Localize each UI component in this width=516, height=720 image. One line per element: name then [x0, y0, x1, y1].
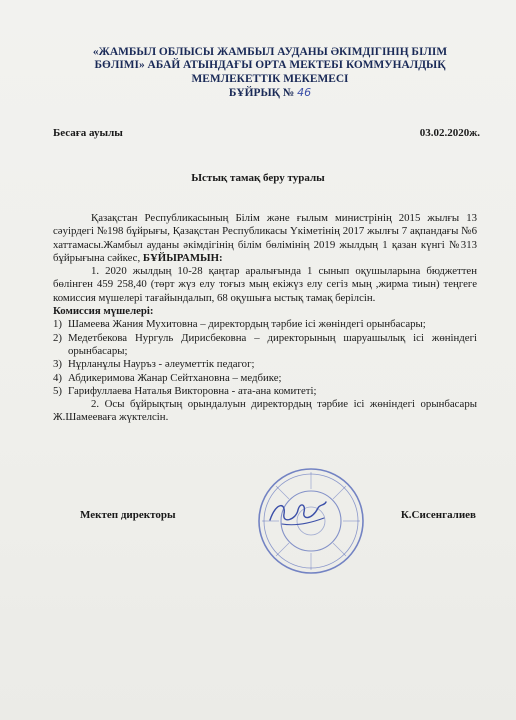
order-item-2: 2. Осы бұйрықтың орындалуын директордың тәрбие ісі жөніндегі орынбасары Ж.Шамееваға жүктелсін. [53, 398, 477, 424]
header-line-2: БӨЛІМІ» АБАЙ АТЫНДАҒЫ ОРТА МЕКТЕБІ КОММУНАЛДЫҚ [94, 59, 446, 72]
preamble-paragraph [53, 212, 477, 265]
director-name: К.Сисенгалиев [400, 509, 476, 521]
order-item-1: 1. 2020 жылдың 10-28 қаңтар аралығында 1 сынып оқушыларына бюджеттен бөлінген 459 258,40 (төрт жүз елу тоғыз мың екіжүз елу сегіз мың ,жирма тиын) теңгеге комиссия мүшелері тағайындалып, 68 оқушыға ыстық тамақ берілсін. [53, 265, 477, 304]
director-role: Мектеп директоры [80, 509, 176, 521]
commission-title: Комиссия мүшелері: [53, 305, 154, 318]
list-item: 4) Абдикеримова Жанар Сейтхановна – медбике; [53, 371, 282, 384]
header-line-1: «ЖАМБЫЛ ОБЛЫСЫ ЖАМБЫЛ АУДАНЫ ӘКІМДІГІНІҢ БІЛІМ [92, 46, 448, 58]
preamble-text: Қазақстан Республикасының Білім және ғылым министрінің 2015 жылғы 13 сәуірдегі №198 бұйрығы, Қазақстан Республикасы Үкіметінің 2017 жылғы 7 ақпандағы №6 хаттамасы.Жамбыл ауданы әкімдігінің білім бөлімінің 2019 жылдың 1 қазан күнгі №313 бұйрығына сәйкес, [53, 212, 477, 264]
document-date: 03.02.2020ж. [419, 127, 480, 139]
document-body [53, 212, 477, 425]
place-name: Бесаға ауылы [53, 127, 123, 139]
order-word: БҰЙЫРАМЫН: [142, 251, 223, 264]
list-item: 1) Шамеева Жания Мухитовна – директордың тәрбие ісі жөніндегі орынбасары; [53, 318, 426, 331]
list-item: 5) Гарифуллаева Наталья Викторовна - ата-ана комитеті; [53, 384, 317, 397]
document-subject: Ыстық тамақ беру туралы [191, 172, 325, 184]
commission-members-list [53, 318, 477, 398]
director-signature [262, 494, 332, 530]
order-label: БҰЙРЫҚ № [228, 87, 295, 100]
order-number: 46 [297, 86, 312, 100]
list-item: 3) Нұрланұлы Науръз - әлеуметтік педагог; [53, 358, 255, 371]
document-header [60, 46, 480, 101]
order-title [60, 86, 480, 100]
header-line-3: МЕМЛЕКЕТТІК МЕКЕМЕСІ [191, 72, 349, 85]
list-item: 2) Медетбекова Нургуль Дирисбековна – директорының шаруашылық ісі жөніндегі орынбасары; [53, 331, 477, 357]
